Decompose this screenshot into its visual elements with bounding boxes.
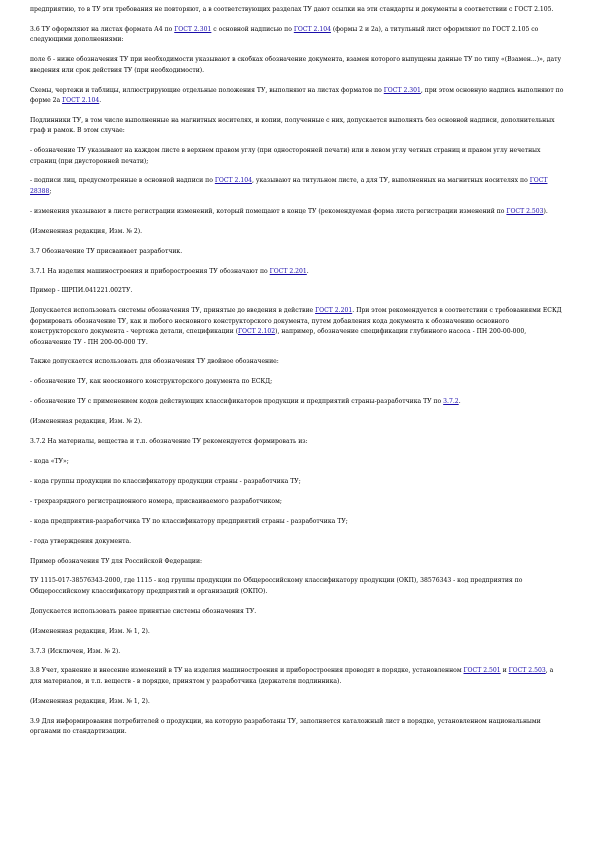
document-paragraph xyxy=(30,457,565,467)
standard-reference-link[interactable]: ГОСТ 2.104 xyxy=(293,25,331,33)
document-paragraph xyxy=(30,717,565,738)
document-body xyxy=(30,5,565,747)
paragraph-text: Допускается использовать ранее принятые системы обозначения ТУ. xyxy=(30,607,257,615)
paragraph-text: (Измененная редакция, Изм. № 1, 2). xyxy=(30,697,150,705)
document-paragraph xyxy=(30,576,565,597)
standard-reference-link[interactable]: ГОСТ 2.301 xyxy=(383,86,421,94)
standard-reference-link[interactable]: ГОСТ 2.503 xyxy=(508,667,546,675)
document-paragraph xyxy=(30,497,565,507)
document-paragraph xyxy=(30,207,565,217)
document-paragraph xyxy=(30,517,565,527)
paragraph-text: Схемы, чертежи и таблицы, иллюстрирующие отдельные положения ТУ, выполняют на листах форматов по xyxy=(30,86,384,94)
standard-reference-link[interactable]: ГОСТ 2.104 xyxy=(214,177,252,185)
paragraph-text: (формы 2 и 2а), а титульный лист оформляют по ГОСТ 2.105 со следующими дополнениями: xyxy=(30,25,539,44)
document-paragraph xyxy=(30,86,565,107)
document-paragraph xyxy=(30,306,565,348)
paragraph-text: Пример - ШРПИ.041221.002ТУ. xyxy=(30,287,133,295)
paragraph-text: 3.6 ТУ оформляют на листах формата А4 по xyxy=(30,25,175,33)
document-paragraph xyxy=(30,5,565,15)
document-paragraph xyxy=(30,55,565,76)
document-paragraph xyxy=(30,267,565,277)
paragraph-text: 3.7.3 (Исключен, Изм. № 2). xyxy=(30,647,121,655)
document-paragraph xyxy=(30,557,565,567)
paragraph-text: - трехразрядного регистрационного номера, присваиваемого разработчиком; xyxy=(30,497,282,505)
paragraph-text: , а для материалов, и т.п. веществ - в порядке, принятом у разработчика (держателя подлинника). xyxy=(30,667,554,685)
standard-reference-link[interactable]: ГОСТ 2.201 xyxy=(269,267,307,275)
document-paragraph xyxy=(30,247,565,257)
standard-reference-link[interactable]: ГОСТ 28388 xyxy=(30,177,548,195)
paragraph-text: ТУ 1115-017-38576343-2000, где 1115 - код группы продукции по Общероссийскому классификатору продукции (ОКП), 38576343 - код предприятия по Общероссийскому классификатору предприятий и организаций (ОКПО). xyxy=(30,577,523,595)
document-paragraph xyxy=(30,666,565,687)
paragraph-text: Также допускается использовать для обозначения ТУ двойное обозначение: xyxy=(30,358,279,366)
paragraph-text: 3.7.1 На изделия машиностроения и приборостроения ТУ обозначают по xyxy=(30,267,270,275)
paragraph-text: - кода «ТУ»; xyxy=(30,457,69,465)
paragraph-text: - обозначение ТУ указывают на каждом листе в верхнем правом углу (при односторонней печати) или в левом углу четных страниц и правом углу нечетных страниц (при двусторонней печати); xyxy=(30,147,541,165)
document-paragraph xyxy=(30,537,565,547)
paragraph-text: - обозначение ТУ с применением кодов действующих классификаторов продукции и предприятий страны-разработчика ТУ по xyxy=(30,398,444,406)
paragraph-text: - обозначение ТУ, как неосновного конструкторского документа по ЕСКД; xyxy=(30,378,273,386)
document-paragraph xyxy=(30,627,565,637)
paragraph-text: 3.8 Учет, хранение и внесение изменений в ТУ на изделия машиностроения и приборостроения проводят в порядке, установленном xyxy=(30,667,464,675)
document-paragraph xyxy=(30,176,565,197)
document-paragraph xyxy=(30,25,565,46)
standard-reference-link[interactable]: ГОСТ 2.501 xyxy=(463,667,501,675)
document-paragraph xyxy=(30,477,565,487)
document-paragraph xyxy=(30,697,565,707)
paragraph-text: - кода предприятия-разработчика ТУ по классификатору предприятий страны - разработчика ТУ; xyxy=(30,517,348,525)
standard-reference-link[interactable]: ГОСТ 2.104 xyxy=(62,96,100,104)
standard-reference-link[interactable]: ГОСТ 2.301 xyxy=(174,25,212,33)
document-paragraph xyxy=(30,357,565,367)
paragraph-text: . xyxy=(99,96,102,104)
document-paragraph xyxy=(30,116,565,137)
document-paragraph xyxy=(30,227,565,237)
document-paragraph xyxy=(30,286,565,296)
paragraph-text: - изменения указывают в листе регистрации изменений, который помещают в конце ТУ (рекомендуемая форма листа регистрации изменений по xyxy=(30,207,507,215)
paragraph-text: поле 6 - ниже обозначения ТУ при необходимости указывают в скобках обозначение документа, взамен которого выпущены данные ТУ по типу «(Взамен...)», дату введения или срок действия ТУ (при необходимости). xyxy=(30,56,562,74)
paragraph-text: предприятию, то в ТУ эти требования не повторяют, а в соответствующих разделах ТУ дают ссылки на эти стандарты и документы в соответствии с ГОСТ 2.105. xyxy=(30,6,554,13)
paragraph-text: 3.7 Обозначение ТУ присваивает разработчик. xyxy=(30,247,183,255)
standard-reference-link[interactable]: ГОСТ 2.102 xyxy=(237,328,276,336)
paragraph-text: . При этом рекомендуется в соответствии с требованиями ЕСКД формировать обозначение ТУ, как и любого несновного конструкторского документа, путем добавления кода документа к обозначению основного конструкторского документа - чертежа детали, спецификации ( xyxy=(30,307,562,336)
document-paragraph xyxy=(30,607,565,617)
paragraph-text: Пример обозначения ТУ для Российской Федерации: xyxy=(30,557,203,565)
paragraph-text: - подписи лиц, предусмотренные в основной надписи по xyxy=(30,177,215,185)
document-paragraph xyxy=(30,397,565,407)
paragraph-text: ). xyxy=(543,207,548,215)
paragraph-text: . xyxy=(306,267,309,275)
paragraph-text: 3.7.2 На материалы, вещества и т.п. обозначение ТУ рекомендуется формировать из: xyxy=(30,438,308,446)
paragraph-text: - кода группы продукции по классификатору продукции страны - разработчика ТУ; xyxy=(30,477,301,485)
paragraph-text: и xyxy=(500,667,509,675)
paragraph-text: Допускается использовать системы обозначения ТУ, принятые до введения в действие xyxy=(30,307,316,315)
standard-reference-link[interactable]: ГОСТ 2.503 xyxy=(506,207,544,215)
paragraph-text: , при этом основную надпись выполняют по форме 2а xyxy=(30,86,564,104)
document-paragraph xyxy=(30,417,565,427)
paragraph-text: ), например, обозначение спецификации глубинного насоса - ПН 200-00-000, обозначение ТУ - ПН 200-00-000 ТУ. xyxy=(30,328,527,346)
paragraph-text: - года утверждения документа. xyxy=(30,537,132,545)
paragraph-text: 3.9 Для информирования потребителей о продукции, на которую разработаны ТУ, заполняется каталожный лист в порядке, установленном национальными органами по стандартизации. xyxy=(30,717,541,736)
paragraph-text: . xyxy=(458,398,461,406)
paragraph-text: (Измененная редакция, Изм. № 2). xyxy=(30,227,143,235)
paragraph-text: ; xyxy=(49,187,52,195)
document-paragraph xyxy=(30,146,565,167)
paragraph-text: , указывают на титульном листе, а для ТУ, выполненных на магнитных носителях по xyxy=(252,177,530,185)
paragraph-text: Подлинники ТУ, в том числе выполненные на магнитных носителях, и копии, полученные с них, допускается выполнять без основной надписи, дополнительных граф и рамок. В этом случае: xyxy=(30,116,555,135)
paragraph-text: с основной надписью по xyxy=(211,25,294,33)
paragraph-text: (Измененная редакция, Изм. № 2). xyxy=(30,418,143,426)
standard-reference-link[interactable]: ГОСТ 2.201 xyxy=(315,307,353,315)
document-paragraph xyxy=(30,437,565,447)
document-paragraph xyxy=(30,647,565,657)
standard-reference-link[interactable]: 3.7.2 xyxy=(443,398,459,406)
document-paragraph xyxy=(30,377,565,387)
paragraph-text: (Измененная редакция, Изм. № 1, 2). xyxy=(30,627,150,635)
